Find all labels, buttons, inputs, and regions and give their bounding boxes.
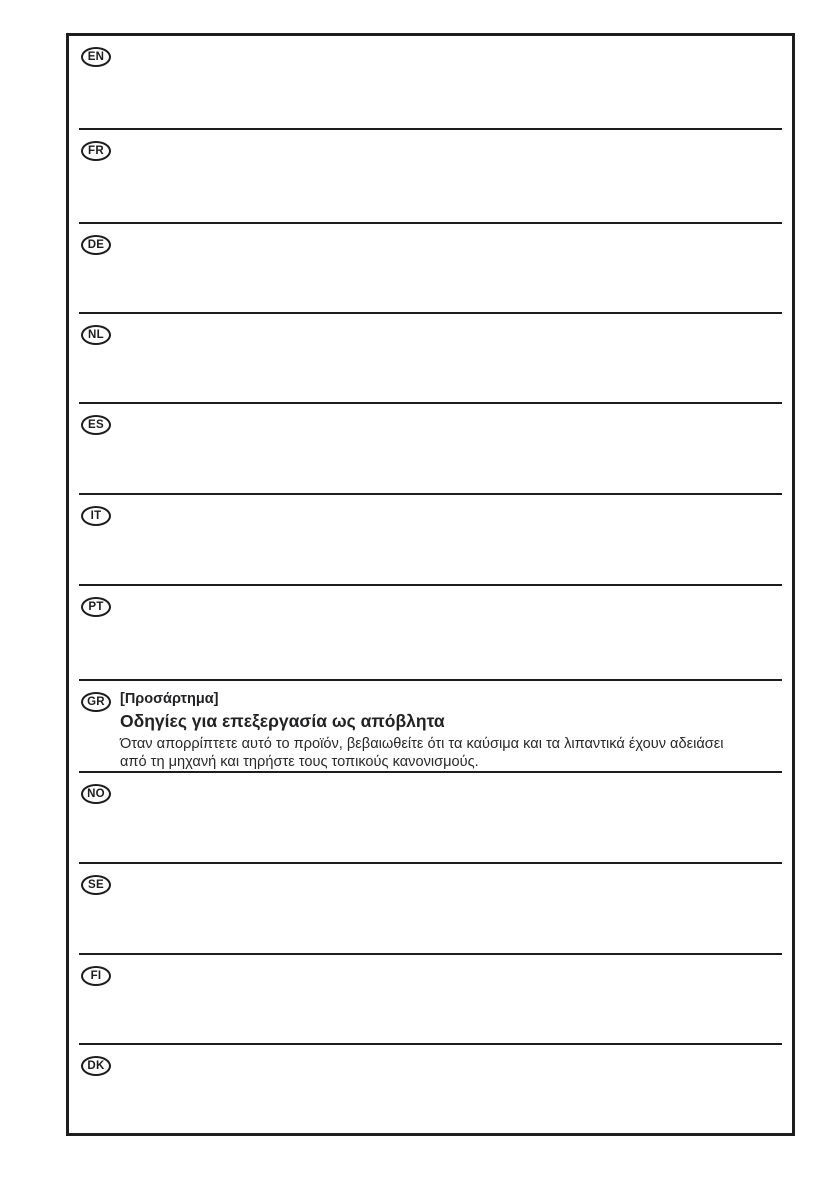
language-badge-en: EN — [81, 47, 111, 67]
section-se — [69, 862, 792, 953]
language-badge-de: DE — [81, 235, 111, 255]
section-dk — [69, 1043, 792, 1133]
language-badge-fr: FR — [81, 141, 111, 161]
language-badge-pt: PT — [81, 597, 111, 617]
language-badge-gr: GR — [81, 692, 111, 712]
section-nl — [69, 312, 792, 402]
language-badge-se: SE — [81, 875, 111, 895]
section-it — [69, 493, 792, 584]
gr-appendix-label: [Προσάρτημα] — [120, 691, 219, 707]
language-badge-fi: FI — [81, 966, 111, 986]
language-badge-es: ES — [81, 415, 111, 435]
section-es — [69, 402, 792, 493]
gr-body-line-1: Όταν απορρίπτετε αυτό το προϊόν, βεβαιωθείτε ότι τα καύσιμα και τα λιπαντικά έχουν αδειάσει — [120, 736, 724, 752]
section-no — [69, 771, 792, 862]
language-badge-it: IT — [81, 506, 111, 526]
section-de — [69, 222, 792, 312]
section-gr — [69, 679, 792, 771]
gr-body-line-2: από τη μηχανή και τηρήστε τους τοπικούς κανονισμούς. — [120, 754, 479, 770]
language-badge-dk: DK — [81, 1056, 111, 1076]
section-pt — [69, 584, 792, 679]
section-fr — [69, 128, 792, 222]
language-badge-nl: NL — [81, 325, 111, 345]
page-border-frame — [66, 33, 795, 1136]
language-badge-no: NO — [81, 784, 111, 804]
gr-waste-disposal-heading: Οδηγίες για επεξεργασία ως απόβλητα — [120, 711, 445, 731]
section-fi — [69, 953, 792, 1043]
section-en — [69, 36, 792, 128]
gr-appendix-text-block — [120, 691, 724, 771]
gr-body-text — [120, 735, 724, 771]
